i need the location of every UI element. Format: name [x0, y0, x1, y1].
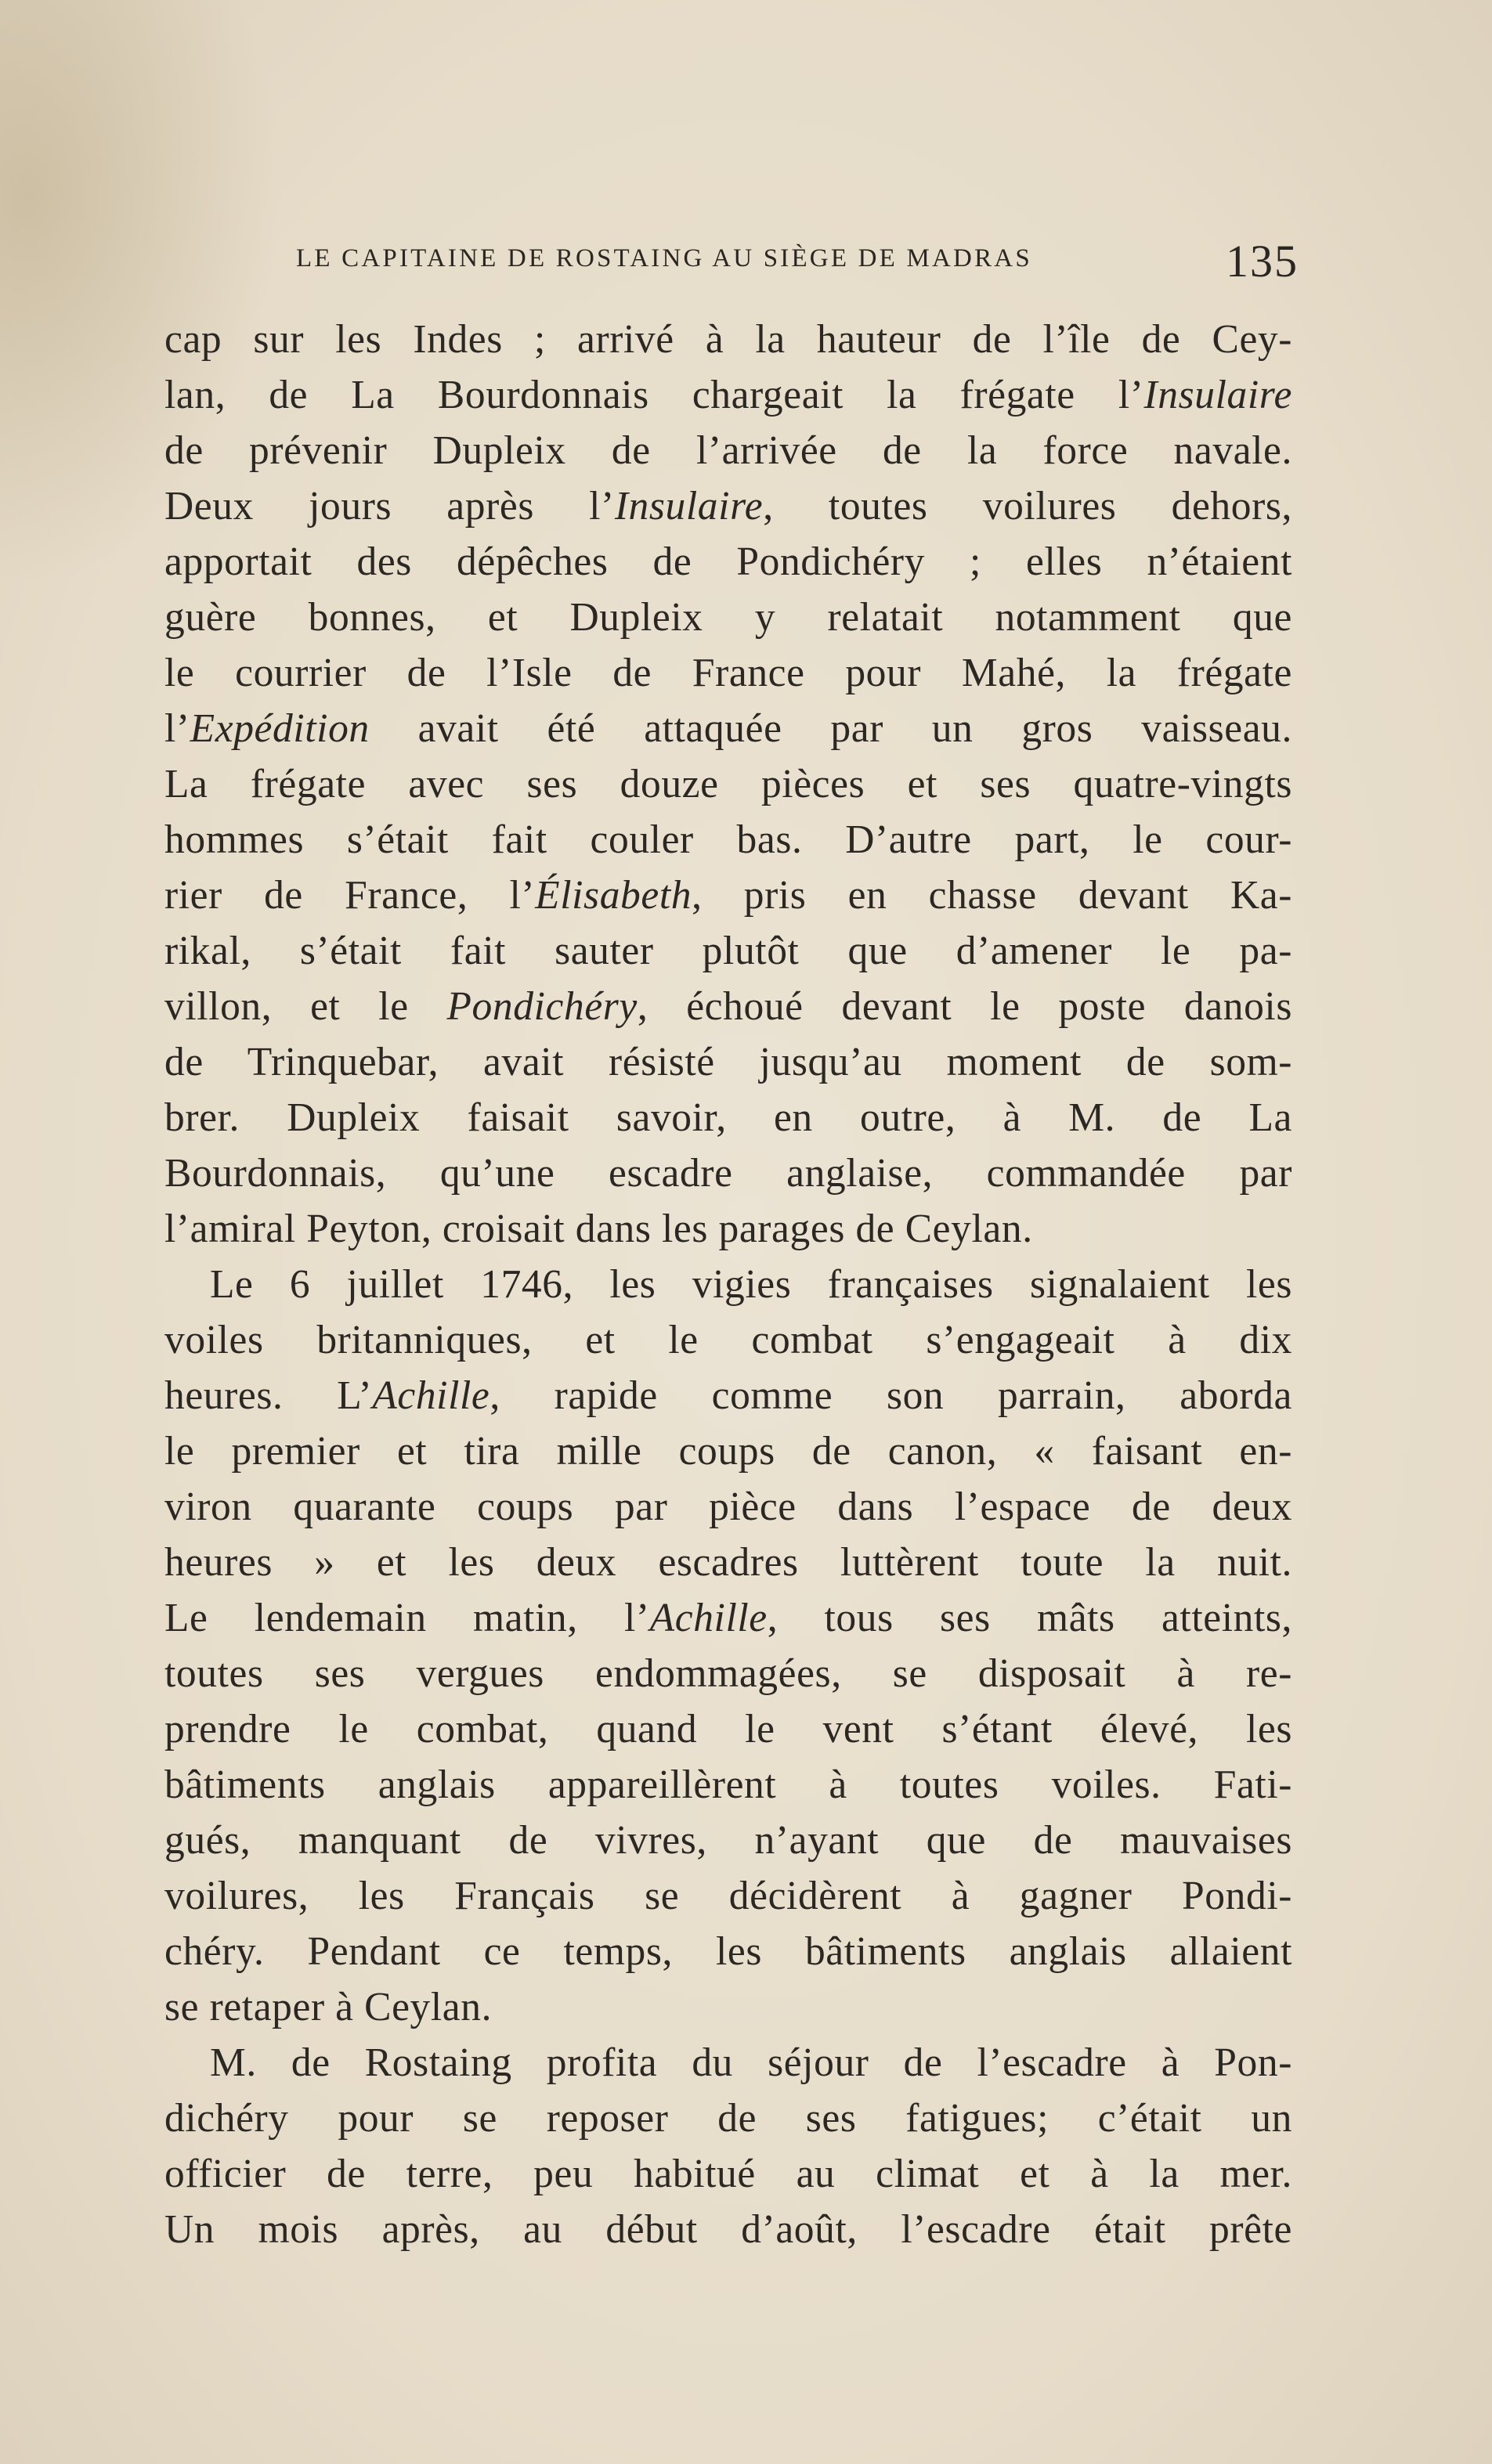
text-line	[164, 1312, 1292, 1368]
text-run: gués, manquant de vivres, n’ayant que de mauvaises	[164, 1818, 1292, 1863]
text-run: rikal, s’était fait sauter plutôt que d’amener le pa-	[164, 929, 1292, 973]
text-run: , échoué devant le poste danois	[637, 984, 1292, 1029]
page-number: 135	[1226, 236, 1299, 287]
text-run: lan, de La Bourdonnais chargeait la frégate l’	[164, 373, 1144, 417]
text-run: chéry. Pendant ce temps, les bâtiments anglais allaient	[164, 1929, 1292, 1974]
text-line	[164, 478, 1292, 534]
text-run: hommes s’était fait couler bas. D’autre part, le cour-	[164, 817, 1292, 862]
text-line	[164, 1757, 1292, 1813]
italic-title: Pondichéry	[446, 984, 638, 1029]
text-run: brer. Dupleix faisait savoir, en outre, à M. de La	[164, 1095, 1292, 1140]
text-run: Un mois après, au début d’août, l’escadre était prête	[164, 2207, 1292, 2252]
text-line	[164, 1868, 1292, 1924]
text-line	[164, 1145, 1292, 1201]
text-line	[164, 756, 1292, 812]
text-run: Deux jours après l’	[164, 484, 615, 529]
text-line	[164, 1257, 1292, 1312]
body-text	[164, 312, 1292, 2257]
text-run: l’	[164, 706, 190, 751]
text-run: guère bonnes, et Dupleix y relatait notamment que	[164, 595, 1292, 640]
text-run: heures. L’	[164, 1373, 373, 1418]
text-run: villon, et le	[164, 984, 447, 1029]
running-title: LE CAPITAINE DE ROSTAING AU SIÈGE DE MADRAS	[296, 244, 1032, 272]
text-line	[164, 923, 1292, 979]
text-line	[164, 1423, 1292, 1479]
text-run: Le 6 juillet 1746, les vigies françaises signalaient les	[210, 1262, 1292, 1307]
italic-title: Élisabeth	[535, 873, 692, 918]
text-run: Le lendemain matin, l’	[164, 1596, 650, 1640]
text-run: heures » et les deux escadres luttèrent toute la nuit.	[164, 1540, 1292, 1585]
text-run: l’amiral Peyton, croisait dans les parages de Ceylan.	[164, 1207, 1033, 1251]
text-run: rier de France, l’	[164, 873, 536, 918]
text-line	[164, 2146, 1292, 2202]
text-run: se retaper à Ceylan.	[164, 1985, 493, 2029]
text-line	[164, 1924, 1292, 1979]
text-line	[164, 1368, 1292, 1423]
text-line	[164, 1646, 1292, 1701]
text-line	[164, 701, 1292, 756]
text-line	[164, 534, 1292, 590]
page-header	[296, 235, 1299, 290]
italic-title: Insulaire	[1143, 373, 1292, 417]
text-run: , tous ses mâts atteints,	[767, 1596, 1292, 1640]
text-run: voilures, les Français se décidèrent à gagner Pondi-	[164, 1874, 1292, 1918]
text-run: avait été attaquée par un gros vaisseau.	[369, 706, 1292, 751]
text-line	[164, 1479, 1292, 1535]
italic-title: Achille	[649, 1596, 768, 1640]
text-line	[164, 1701, 1292, 1757]
italic-title: Achille	[372, 1373, 490, 1418]
text-line	[164, 1813, 1292, 1868]
text-line	[164, 1535, 1292, 1590]
text-line	[164, 1979, 1292, 2035]
text-run: La frégate avec ses douze pièces et ses quatre-vingts	[164, 762, 1292, 806]
text-line	[164, 979, 1292, 1034]
text-line	[164, 2202, 1292, 2257]
text-run: , rapide comme son parrain, aborda	[490, 1373, 1292, 1418]
text-line	[164, 2035, 1292, 2091]
text-line	[164, 1201, 1292, 1257]
text-line	[164, 590, 1292, 645]
italic-title: Insulaire	[614, 484, 764, 529]
text-run: prendre le combat, quand le vent s’étant élevé, les	[164, 1707, 1292, 1751]
text-line	[164, 645, 1292, 701]
text-run: de Trinquebar, avait résisté jusqu’au moment de som-	[164, 1040, 1292, 1084]
text-run: apportait des dépêches de Pondichéry ; elles n’étaient	[164, 539, 1292, 584]
text-line	[164, 812, 1292, 868]
text-run: toutes ses vergues endommagées, se disposait à re-	[164, 1651, 1292, 1696]
text-line	[164, 868, 1292, 923]
text-run: M. de Rostaing profita du séjour de l’escadre à Pon-	[210, 2040, 1292, 2085]
text-run: bâtiments anglais appareillèrent à toutes voiles. Fati-	[164, 1762, 1292, 1807]
text-line	[164, 423, 1292, 478]
text-run: , pris en chasse devant Ka-	[692, 873, 1292, 918]
text-line	[164, 312, 1292, 367]
text-run: , toutes voilures dehors,	[763, 484, 1292, 529]
text-line	[164, 1034, 1292, 1090]
italic-title: Expédition	[190, 706, 370, 751]
text-line	[164, 1590, 1292, 1646]
text-run: voiles britanniques, et le combat s’engageait à dix	[164, 1318, 1292, 1362]
text-run: de prévenir Dupleix de l’arrivée de la force navale.	[164, 428, 1292, 473]
text-run: cap sur les Indes ; arrivé à la hauteur de l’île de Cey-	[164, 317, 1292, 362]
text-run: viron quarante coups par pièce dans l’espace de deux	[164, 1485, 1292, 1529]
text-line	[164, 1090, 1292, 1145]
text-line	[164, 367, 1292, 423]
text-run: officier de terre, peu habitué au climat et à la mer.	[164, 2152, 1292, 2196]
text-line	[164, 2091, 1292, 2146]
text-run: le premier et tira mille coups de canon, « faisant en-	[164, 1429, 1292, 1474]
text-run: dichéry pour se reposer de ses fatigues; c’était un	[164, 2096, 1292, 2141]
text-run: le courrier de l’Isle de France pour Mahé, la frégate	[164, 651, 1292, 695]
text-run: Bourdonnais, qu’une escadre anglaise, commandée par	[164, 1151, 1292, 1196]
